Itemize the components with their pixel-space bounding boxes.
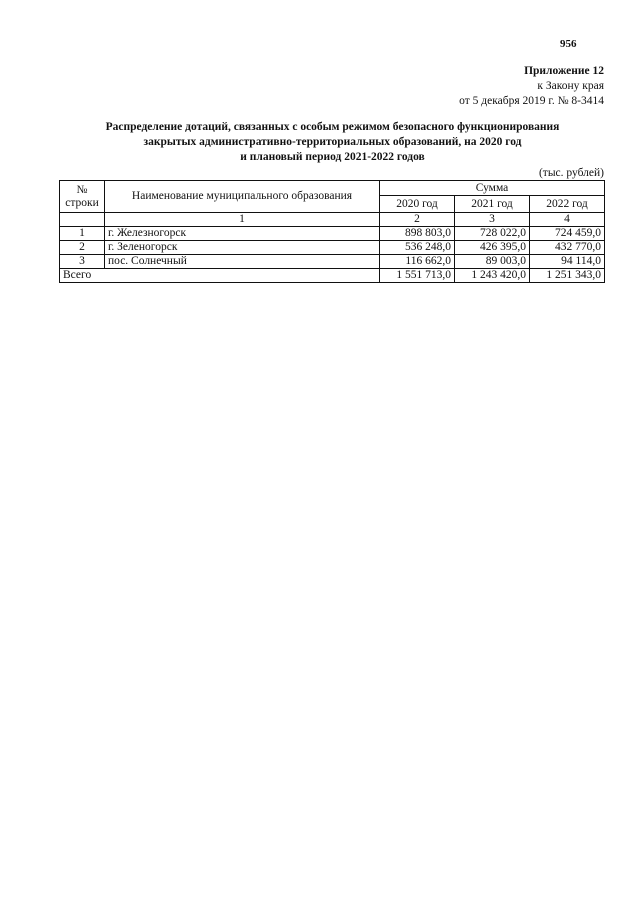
value-2020: 536 248,0: [380, 241, 455, 255]
table-row: [60, 255, 605, 269]
appendix-header: [459, 64, 604, 109]
page-number: 956: [560, 38, 577, 50]
index-cell: 4: [530, 213, 605, 227]
header-municipality: Наименование муниципального образования: [105, 181, 380, 213]
value-2022: 94 114,0: [530, 255, 605, 269]
total-2021: 1 243 420,0: [455, 269, 530, 283]
column-index-row: [60, 213, 605, 227]
header-year-2022: 2022 год: [530, 196, 605, 213]
document-title-line-2: закрытых административно-территориальных образований, на 2020 год: [143, 136, 522, 148]
header-num-symbol: №: [76, 183, 88, 196]
header-num-word: строки: [65, 196, 99, 209]
index-cell: 2: [380, 213, 455, 227]
header-row-number: [60, 181, 105, 213]
table-row: [60, 241, 605, 255]
value-2020: 116 662,0: [380, 255, 455, 269]
table-total-row: [60, 269, 605, 283]
municipality-name: пос. Солнечный: [105, 255, 380, 269]
appendix-line-1: к Закону края: [537, 80, 604, 92]
document-title-line-1: Распределение дотаций, связанных с особым режимом безопасного функционирования: [105, 121, 560, 133]
municipality-name: г. Зеленогорск: [105, 241, 380, 255]
value-2020: 898 803,0: [380, 227, 455, 241]
document-title: [60, 120, 605, 165]
units-label: (тыс. рублей): [538, 167, 604, 179]
row-number: 2: [60, 241, 105, 255]
value-2021: 426 395,0: [455, 241, 530, 255]
index-cell: 3: [455, 213, 530, 227]
document-title-line-3: и плановый период 2021-2022 годов: [240, 151, 425, 163]
row-number: 3: [60, 255, 105, 269]
index-cell-empty: [60, 213, 105, 227]
appendix-line-2: от 5 декабря 2019 г. № 8-3414: [459, 95, 604, 107]
appendix-title: Приложение 12: [524, 65, 604, 77]
row-number: 1: [60, 227, 105, 241]
value-2022: 432 770,0: [530, 241, 605, 255]
header-year-2021: 2021 год: [455, 196, 530, 213]
municipality-name: г. Железногорск: [105, 227, 380, 241]
table-header-row: [60, 181, 605, 196]
index-cell: 1: [105, 213, 380, 227]
total-2020: 1 551 713,0: [380, 269, 455, 283]
value-2021: 728 022,0: [455, 227, 530, 241]
total-label: Всего: [60, 269, 380, 283]
value-2022: 724 459,0: [530, 227, 605, 241]
total-2022: 1 251 343,0: [530, 269, 605, 283]
header-year-2020: 2020 год: [380, 196, 455, 213]
value-2021: 89 003,0: [455, 255, 530, 269]
table-row: [60, 227, 605, 241]
header-sum: Сумма: [380, 181, 605, 196]
subsidy-table: [59, 180, 605, 283]
